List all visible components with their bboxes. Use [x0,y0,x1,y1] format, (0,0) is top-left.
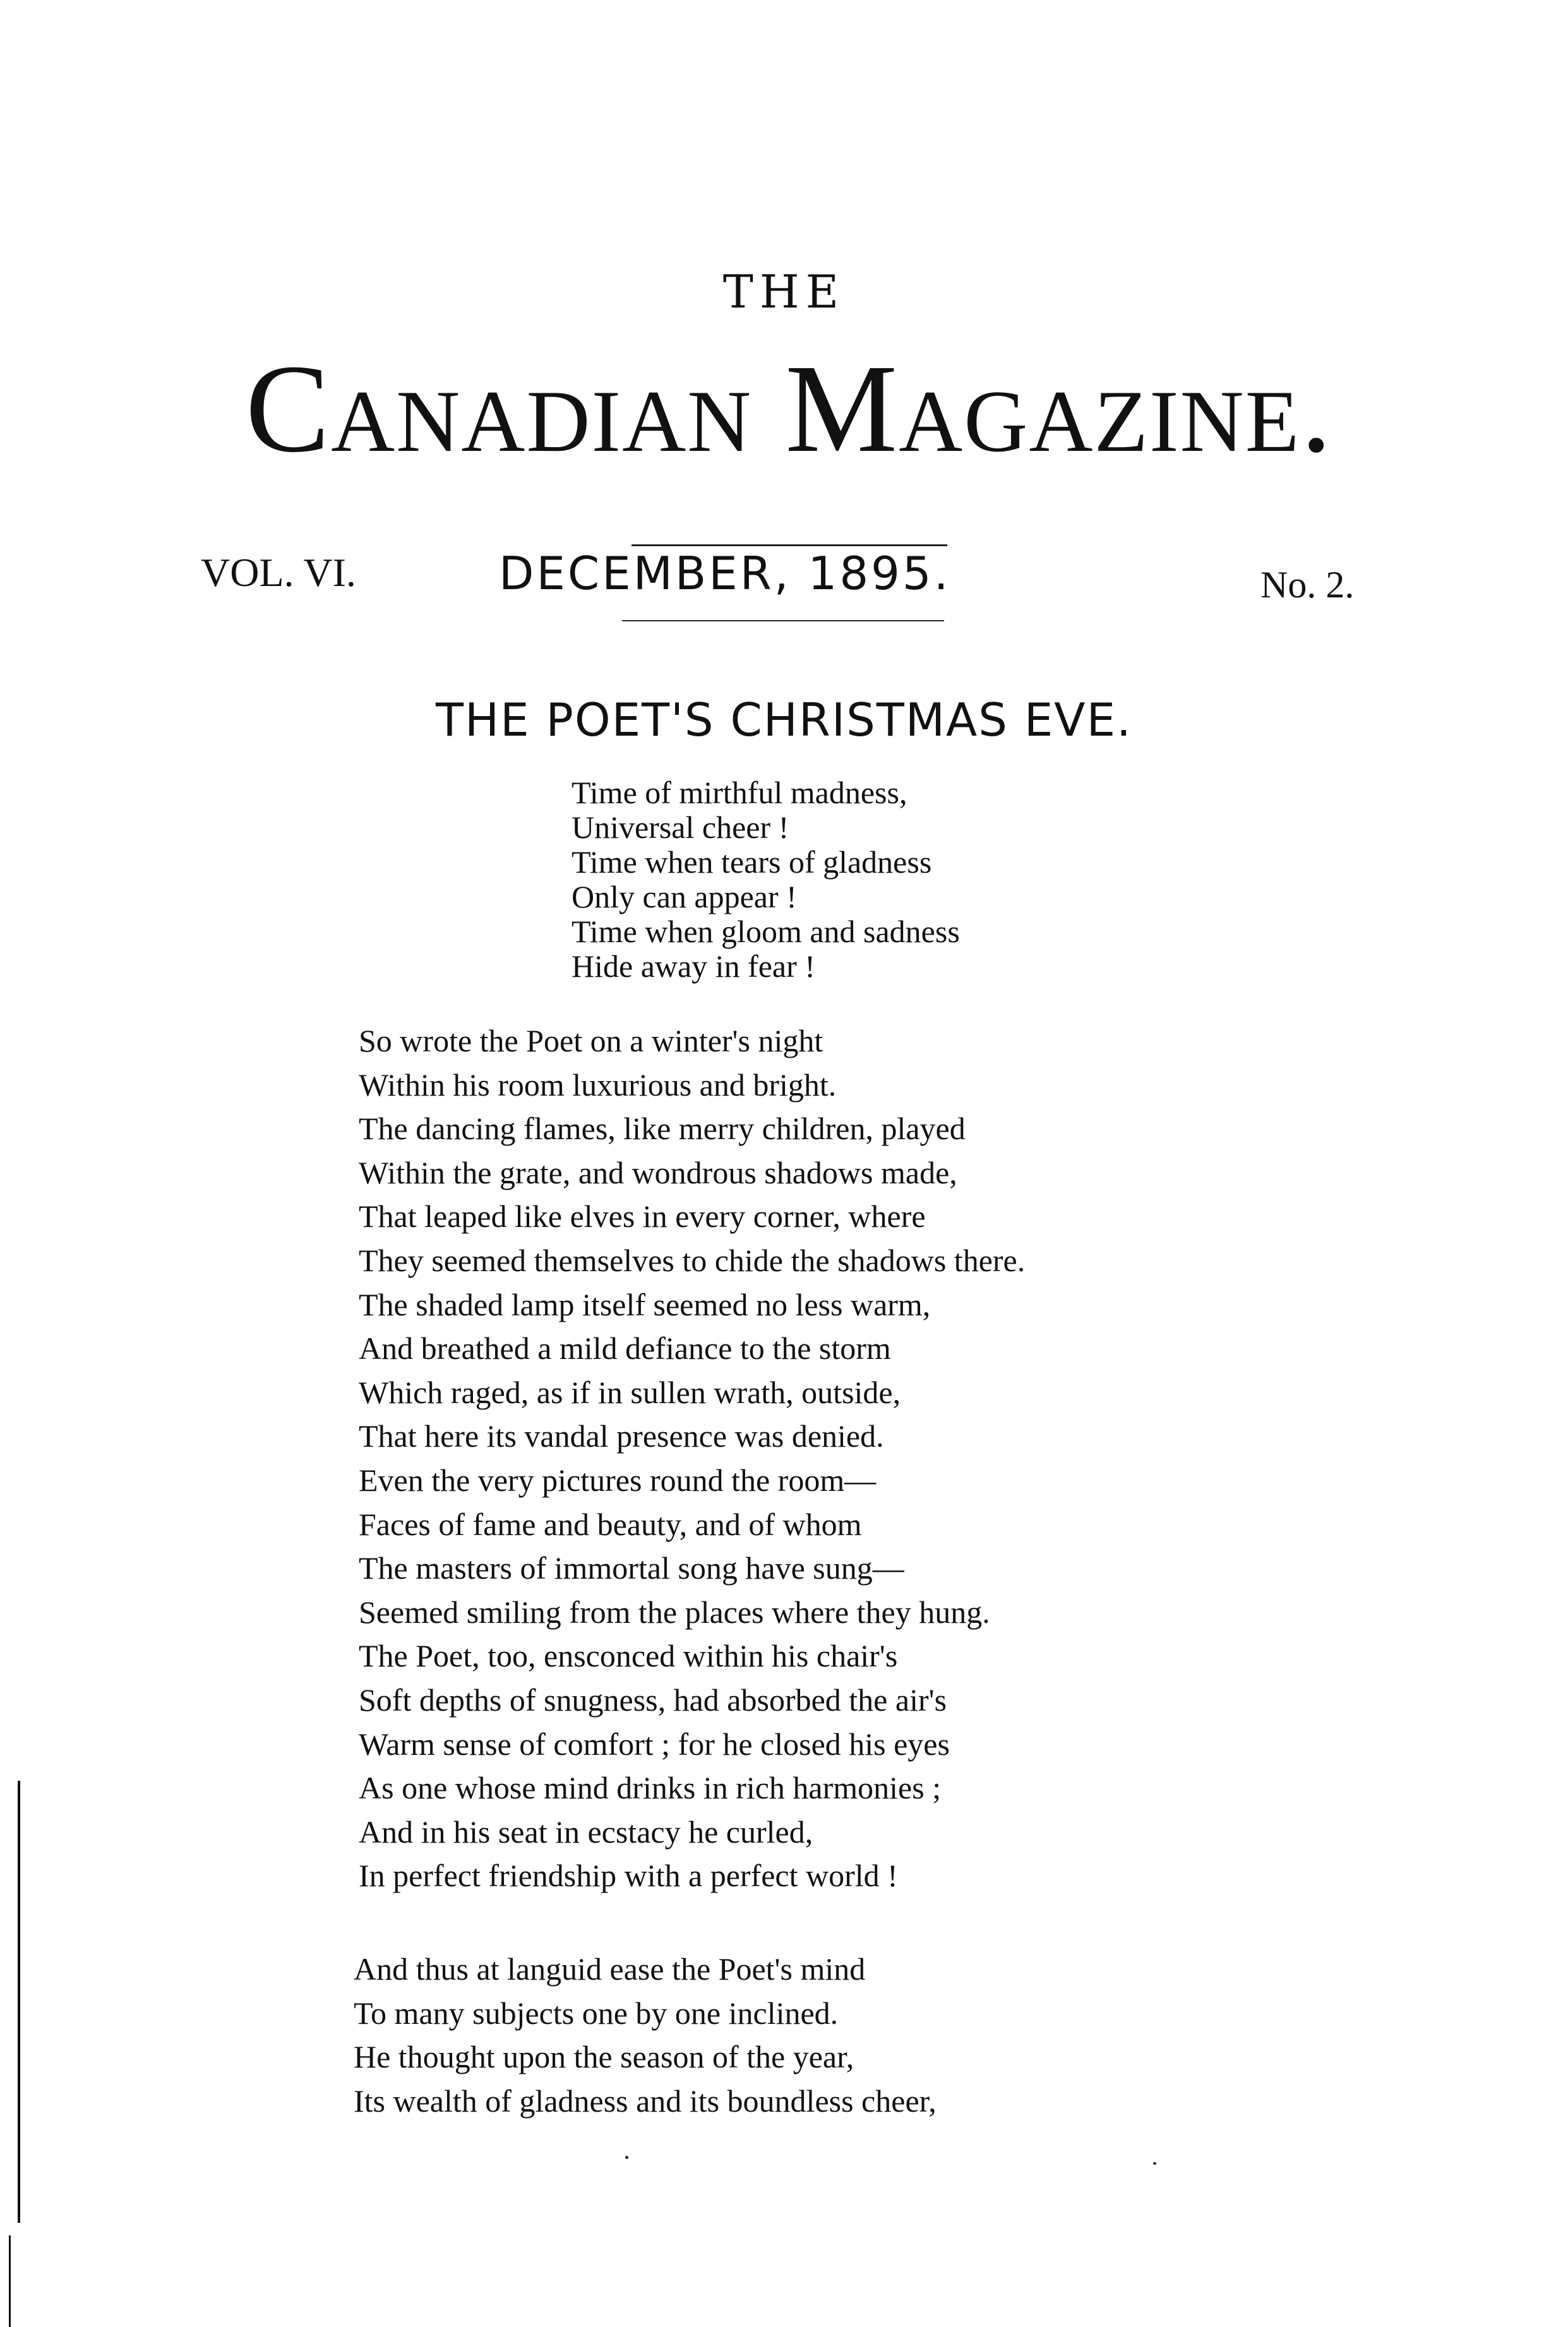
poem-title: THE POET'S CHRISTMAS EVE. [436,693,1132,746]
speck [1153,2162,1156,2165]
poem-line: Seemed smiling from the places where they hung. [359,1594,990,1630]
poem-line: Warm sense of comfort ; for he closed his eyes [359,1726,950,1762]
poem-line: And thus at languid ease the Poet's mind [354,1951,866,1987]
poem-stanza-2 [354,1947,937,2123]
poem-line: Even the very pictures round the room— [359,1462,877,1498]
poem-line: That here its vandal presence was denied. [359,1418,884,1454]
poem-line: The masters of immortal song have sung— [359,1550,904,1586]
volume-label: VOL. VI. [201,550,356,595]
poem-line: The shaded lamp itself seemed no less warm, [359,1286,931,1322]
epigraph-line: Time of mirthful madness, [572,775,907,810]
poem-line: As one whose mind drinks in rich harmonies ; [359,1770,942,1806]
masthead-title: Canadian Magazine. [245,339,1334,479]
epigraph-line: Universal cheer ! [572,810,789,845]
poem-line: They seemed themselves to chide the shadows there. [359,1242,1026,1278]
epigraph-line: Only can appear ! [572,879,797,914]
poem-stanza-1 [359,1019,1025,1898]
masthead-article: THE [722,265,846,318]
issue-date: DECEMBER, 1895. [499,547,951,600]
poem-epigraph [572,775,960,984]
bottom-rule [622,620,944,621]
issue-number: No. 2. [1260,564,1355,606]
top-rule [631,544,947,546]
poem-line: Which raged, as if in sullen wrath, outside, [359,1374,901,1410]
epigraph-line: Hide away in fear ! [572,948,815,984]
poem-line: To many subjects one by one inclined. [354,1995,839,2031]
poem-line: He thought upon the season of the year, [354,2039,854,2075]
binding-edge-mark [18,1781,20,2223]
speck [625,2156,628,2159]
poem-line: The Poet, too, ensconced within his chair's [359,1638,898,1674]
poem-line: And breathed a mild defiance to the storm [359,1331,891,1367]
poem-line: In perfect friendship with a perfect world ! [359,1858,898,1894]
issue-line [0,549,1568,613]
poem-line: So wrote the Poet on a winter's night [359,1023,823,1058]
poem-line: The dancing flames, like merry children, played [359,1111,966,1147]
poem-line: Within his room luxurious and bright. [359,1067,837,1103]
poem-line: And in his seat in ecstacy he curled, [359,1814,813,1850]
poem-line: Faces of fame and beauty, and of whom [359,1506,862,1542]
poem-line: Within the grate, and wondrous shadows made, [359,1154,957,1190]
epigraph-line: Time when gloom and sadness [572,914,960,949]
epigraph-line: Time when tears of gladness [572,844,932,880]
binding-edge-mark [9,2235,11,2327]
poem-line: Soft depths of snugness, had absorbed the air's [359,1682,947,1718]
poem-line: Its wealth of gladness and its boundless cheer, [354,2083,937,2119]
poem-line: That leaped like elves in every corner, where [359,1199,926,1235]
